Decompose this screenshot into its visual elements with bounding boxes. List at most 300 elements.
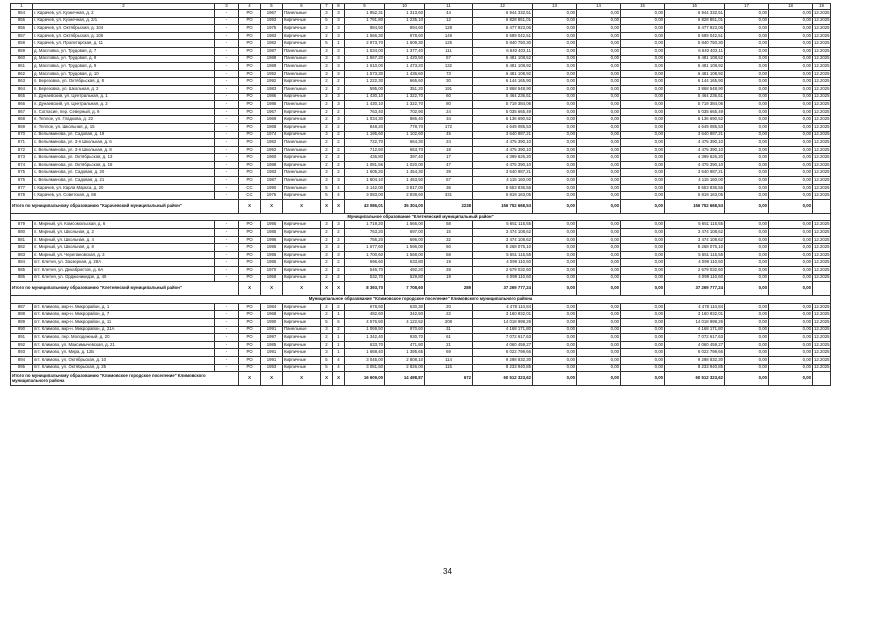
table-cell: 18 (425, 146, 473, 154)
table-cell: 0,00 (577, 85, 621, 93)
table-cell: 1 420,50 (385, 55, 425, 63)
table-cell: 858 (11, 40, 33, 48)
section-title: Муниципальное образование "Клетнянский муниципальный район" (11, 213, 831, 221)
table-cell: 0,00 (577, 17, 621, 25)
table-cell: 32 (425, 236, 473, 244)
table-cell: 12.2025 (813, 10, 831, 18)
table-cell: 0,00 (769, 192, 813, 200)
table-cell: с. Вельяминова, ул. 3-я Школьная, д. 6 (33, 139, 215, 147)
table-cell: - (215, 10, 239, 18)
table-cell: 0,00 (577, 236, 621, 244)
table-cell: 1 322,70 (385, 101, 425, 109)
table-cell: 1996 (261, 236, 283, 244)
table-row (11, 303, 831, 311)
table-cell: 878 (11, 192, 33, 200)
table-cell: 0,00 (621, 192, 665, 200)
table-cell: Кирпичные (283, 154, 321, 162)
table-cell: 0,00 (725, 236, 769, 244)
table-cell: 2 (321, 139, 333, 147)
total-cell: 156 752 668,53 (665, 199, 725, 213)
table-cell: 0,00 (725, 349, 769, 357)
column-number-cell: 14 (577, 4, 621, 10)
table-cell: 0,00 (621, 251, 665, 259)
table-cell: 4 (333, 364, 345, 372)
table-cell: 722,70 (345, 139, 385, 147)
table-row (11, 40, 831, 48)
table-cell: 0,00 (725, 364, 769, 372)
table-cell: 0,00 (621, 326, 665, 334)
table-cell: 1976 (261, 192, 283, 200)
table-cell: 2 (321, 154, 333, 162)
table-cell: 0,00 (769, 63, 813, 71)
table-cell: 1967 (261, 108, 283, 116)
table-cell: 0,00 (621, 169, 665, 177)
table-cell: 0,00 (577, 154, 621, 162)
table-cell: - (215, 364, 239, 372)
table-cell: 0,00 (769, 251, 813, 259)
table-cell: 1 566,30 (345, 32, 385, 40)
table-cell: 884 (11, 259, 33, 267)
register-sheet (10, 3, 830, 386)
table-cell: 0,00 (621, 221, 665, 229)
table-cell: 8 653 836,56 (665, 184, 725, 192)
table-cell: 0,00 (621, 123, 665, 131)
table-cell: 0,00 (533, 251, 577, 259)
table-cell: 4 115 160,00 (665, 177, 725, 185)
table-row (11, 236, 831, 244)
total-cell: 0,00 (769, 282, 813, 296)
table-cell: 0,00 (769, 17, 813, 25)
table-cell: 5 651 115,55 (665, 251, 725, 259)
housing-register-table (10, 3, 831, 386)
total-cell: 0,00 (621, 199, 665, 213)
table-cell: 1 604,10 (345, 177, 385, 185)
table-cell: 45 (425, 131, 473, 139)
column-number-cell: 16 (665, 4, 725, 10)
table-cell: 2 (333, 85, 345, 93)
table-cell: 471,80 (385, 341, 425, 349)
table-cell: 0,00 (769, 326, 813, 334)
table-cell: 3 (333, 177, 345, 185)
table-cell: 0,00 (577, 267, 621, 275)
table-cell: 2 579 032,60 (473, 267, 533, 275)
table-row (11, 17, 831, 25)
table-cell: 0,00 (577, 364, 621, 372)
table-cell: 2 (333, 274, 345, 282)
table-cell: - (215, 334, 239, 342)
table-cell: д. Масловка, ул. Трудовая, д. 9 (33, 63, 215, 71)
table-cell: 4 (333, 192, 345, 200)
table-cell: 12.2025 (813, 236, 831, 244)
table-cell: 0,00 (725, 326, 769, 334)
table-cell: РО (239, 78, 261, 86)
table-cell: РО (239, 236, 261, 244)
column-number-cell: 17 (725, 4, 769, 10)
table-cell: 1 430,10 (345, 93, 385, 101)
table-cell: РО (239, 341, 261, 349)
table-row (11, 139, 831, 147)
table-cell: 895 (11, 364, 33, 372)
table-cell: 12.2025 (813, 93, 831, 101)
table-cell: 12.2025 (813, 259, 831, 267)
table-cell: 2 (333, 108, 345, 116)
table-cell: 4 122,52 (385, 318, 425, 326)
table-cell: 5 035 665,49 (665, 108, 725, 116)
table-cell: РО (239, 70, 261, 78)
table-cell: 15 (425, 229, 473, 237)
table-cell: 1 081,56 (345, 161, 385, 169)
table-cell: 0,00 (577, 221, 621, 229)
table-cell: 856 (11, 25, 33, 33)
table-row (11, 63, 831, 71)
table-cell: - (215, 131, 239, 139)
table-row (11, 326, 831, 334)
column-number-cell: 5 (261, 4, 283, 10)
table-cell: 5 (321, 356, 333, 364)
table-cell: пгт. Клетня, ул. Заозерная, д. 28А (33, 259, 215, 267)
table-cell: 6 477 923,06 (665, 25, 725, 33)
table-cell: 546,70 (345, 267, 385, 275)
table-cell: 0,00 (725, 221, 769, 229)
table-cell: 0,00 (621, 356, 665, 364)
table-cell: 1983 (261, 85, 283, 93)
table-cell: Панельные (283, 63, 321, 71)
table-cell: 1 430,10 (345, 101, 385, 109)
table-cell: 6 828 851,01 (473, 17, 533, 25)
table-cell: 4 099 110,60 (473, 274, 533, 282)
table-cell: 1983 (261, 169, 283, 177)
table-row (11, 10, 831, 18)
column-number-cell: 11 (425, 4, 473, 10)
total-cell: 37 269 777,24 (473, 282, 533, 296)
table-cell: 2 (321, 93, 333, 101)
column-number-cell: 8 (333, 4, 345, 10)
table-cell: РО (239, 303, 261, 311)
table-cell: 5 464 236,51 (665, 93, 725, 101)
table-cell: 12.2025 (813, 229, 831, 237)
table-cell: Кирпичные (283, 356, 321, 364)
table-cell: 3 (321, 47, 333, 55)
total-cell: X (239, 282, 261, 296)
table-cell: 5 (321, 192, 333, 200)
table-cell: 1967 (261, 10, 283, 18)
table-cell: п. Березовка, ул. Октябрьская, д. 8 (33, 78, 215, 86)
table-cell: 1 069,50 (345, 326, 385, 334)
table-row (11, 364, 831, 372)
table-cell: 3 (321, 63, 333, 71)
table-cell: 763,40 (345, 108, 385, 116)
table-cell: 0,00 (621, 318, 665, 326)
table-cell: 0,00 (577, 177, 621, 185)
table-cell: - (215, 356, 239, 364)
table-cell: 8 653 836,56 (473, 184, 533, 192)
table-cell: Кирпичные (283, 108, 321, 116)
table-cell: 5 689 042,51 (473, 32, 533, 40)
table-cell: РО (239, 40, 261, 48)
table-cell: 3 474 108,62 (473, 236, 533, 244)
column-number-cell: 12 (473, 4, 533, 10)
table-cell: 1991 (261, 349, 283, 357)
table-cell: 6 022 799,66 (665, 349, 725, 357)
table-cell: 0,00 (725, 161, 769, 169)
table-cell: РО (239, 154, 261, 162)
table-cell: 1995 (261, 251, 283, 259)
table-cell: Кирпичные (283, 131, 321, 139)
table-cell: 12.2025 (813, 146, 831, 154)
table-cell: п. Мирный, ул. Школьная, д. 2 (33, 229, 215, 237)
table-cell: 880 (11, 229, 33, 237)
table-row (11, 177, 831, 185)
table-cell: 0,00 (725, 85, 769, 93)
table-cell: 60 (425, 244, 473, 252)
table-cell: Панельные (283, 47, 321, 55)
table-cell: 0,00 (533, 47, 577, 55)
table-cell: пгт. Климово, ул. Максимычевская, д. 21 (33, 341, 215, 349)
table-cell: РО (239, 169, 261, 177)
table-cell: 702,90 (385, 108, 425, 116)
table-cell: 0,00 (725, 244, 769, 252)
table-cell: 1958 (261, 274, 283, 282)
table-cell: 0,00 (577, 318, 621, 326)
table-cell: 0,00 (621, 108, 665, 116)
table-cell: 0,00 (769, 47, 813, 55)
table-cell: 889 (11, 318, 33, 326)
table-cell: 0,00 (533, 184, 577, 192)
table-cell: 0,00 (577, 229, 621, 237)
table-row (11, 154, 831, 162)
table-cell: Панельные (283, 184, 321, 192)
table-cell: 1985 (261, 229, 283, 237)
table-cell: 0,00 (621, 32, 665, 40)
table-cell: Кирпичные (283, 349, 321, 357)
table-cell: 0,00 (533, 177, 577, 185)
table-cell: 0,00 (769, 161, 813, 169)
table-cell: 665,60 (385, 78, 425, 86)
table-cell: 3 (321, 177, 333, 185)
table-cell: 4 649 085,53 (473, 123, 533, 131)
table-cell: Кирпичные (283, 341, 321, 349)
table-cell: 0,00 (725, 356, 769, 364)
total-label: Итого по муниципальному образованию "Клетнянский муниципальный район" (11, 282, 239, 296)
table-cell: 5 464 236,51 (473, 93, 533, 101)
table-cell: 208 (425, 318, 473, 326)
table-cell: 2 (321, 32, 333, 40)
table-cell: 0,00 (621, 349, 665, 357)
table-cell: 633,70 (345, 341, 385, 349)
table-cell: РО (239, 55, 261, 63)
table-cell: 4 475 390,10 (665, 146, 725, 154)
table-cell: - (215, 40, 239, 48)
table-cell: - (215, 93, 239, 101)
table-cell: 4 115 160,00 (473, 177, 533, 185)
total-cell: 672 (425, 372, 473, 386)
table-cell: 1 534,00 (345, 47, 385, 55)
table-cell: Кирпичные (283, 244, 321, 252)
table-cell: РО (239, 93, 261, 101)
table-cell: 12.2025 (813, 251, 831, 259)
table-cell: 0,00 (769, 146, 813, 154)
table-cell: 0,00 (621, 259, 665, 267)
table-cell: 3 (321, 70, 333, 78)
column-number-cell: 18 (769, 4, 813, 10)
table-cell: 0,00 (725, 139, 769, 147)
table-cell: 30 (425, 78, 473, 86)
total-cell: X (283, 199, 321, 213)
table-cell: СС (239, 192, 261, 200)
table-cell: РО (239, 131, 261, 139)
table-cell: 0,00 (621, 70, 665, 78)
table-cell: - (215, 259, 239, 267)
table-cell: пгт. Климово, ул. Мира, д. 12Б (33, 349, 215, 357)
table-cell: 0,00 (533, 274, 577, 282)
table-cell: 2 (333, 169, 345, 177)
table-cell: 1 596,00 (385, 244, 425, 252)
table-cell: 5 689 042,51 (665, 32, 725, 40)
table-cell: 0,00 (533, 326, 577, 334)
table-row (11, 85, 831, 93)
table-cell: 871 (11, 139, 33, 147)
table-cell: Панельные (283, 177, 321, 185)
table-cell: 1986 (261, 101, 283, 109)
total-cell: 0,00 (725, 372, 769, 386)
table-cell: 3 (321, 244, 333, 252)
table-cell: 0,00 (621, 146, 665, 154)
table-cell: 1 568,00 (385, 251, 425, 259)
total-cell: X (283, 372, 321, 386)
table-row (11, 349, 831, 357)
table-cell: 0,00 (621, 17, 665, 25)
table-cell: Панельные (283, 70, 321, 78)
table-cell: - (215, 318, 239, 326)
table-cell: 0,00 (725, 274, 769, 282)
table-cell: - (215, 47, 239, 55)
table-cell: Кирпичные (283, 364, 321, 372)
table-cell: 1 195,60 (345, 131, 385, 139)
table-cell: РО (239, 123, 261, 131)
table-cell: 0,00 (577, 274, 621, 282)
table-cell: 6 144 165,90 (665, 78, 725, 86)
table-cell: 1995 (261, 244, 283, 252)
table-cell: 870 (11, 131, 33, 139)
table-cell: 0,00 (769, 70, 813, 78)
table-cell: - (215, 25, 239, 33)
table-cell: 1991 (261, 326, 283, 334)
column-number-cell: 6 (283, 4, 321, 10)
table-cell: 0,00 (577, 251, 621, 259)
table-cell: 0,00 (769, 32, 813, 40)
table-cell: 12.2025 (813, 311, 831, 319)
table-cell: 2 (333, 326, 345, 334)
table-cell: Кирпичные (283, 221, 321, 229)
table-cell: 0,00 (725, 32, 769, 40)
total-cell: 35 304,00 (385, 199, 425, 213)
table-cell: 0,00 (621, 78, 665, 86)
table-cell: 128 (425, 25, 473, 33)
table-cell: 892 (11, 341, 33, 349)
table-cell: 1990 (261, 184, 283, 192)
table-cell: 886 (11, 274, 33, 282)
table-cell: 4 168 171,80 (473, 326, 533, 334)
table-row (11, 169, 831, 177)
table-cell: 1 610,00 (345, 63, 385, 71)
table-cell: Кирпичные (283, 93, 321, 101)
total-cell: 0,00 (577, 199, 621, 213)
table-cell: с. Вельяминова, ул. Садовая, д. 19 (33, 131, 215, 139)
table-cell: 0,00 (621, 139, 665, 147)
table-row (11, 131, 831, 139)
table-cell: 0,00 (533, 259, 577, 267)
table-cell: 883 (11, 251, 33, 259)
table-cell: 0,00 (769, 40, 813, 48)
table-cell: Кирпичные (283, 236, 321, 244)
table-cell: 2 (321, 108, 333, 116)
table-cell: с. Вельяминова, ул. Садовая, д. 20 (33, 169, 215, 177)
table-cell: 14 018 999,26 (665, 318, 725, 326)
table-cell: 3 (321, 251, 333, 259)
table-cell: 0,00 (725, 146, 769, 154)
table-cell: РО (239, 177, 261, 185)
table-cell: 2 (321, 78, 333, 86)
table-cell: 0,00 (533, 85, 577, 93)
table-cell: 0,00 (621, 55, 665, 63)
total-cell: X (333, 199, 345, 213)
table-cell: 2 (333, 244, 345, 252)
table-cell: 2 (321, 303, 333, 311)
table-cell: 4 (333, 356, 345, 364)
table-cell: 633,80 (385, 259, 425, 267)
table-cell: 482,60 (345, 311, 385, 319)
table-cell: 0,00 (725, 70, 769, 78)
table-cell: 984,50 (345, 25, 385, 33)
table-cell: 0,00 (533, 55, 577, 63)
table-cell: - (215, 116, 239, 124)
table-cell: пгт. Климово, мкр-н. Микрорайон, д. 11 (33, 318, 215, 326)
table-cell: 8 268 075,10 (665, 244, 725, 252)
table-cell: 860 (11, 55, 33, 63)
table-cell: 2 (321, 123, 333, 131)
table-cell: 893 (11, 349, 33, 357)
table-cell: 0,00 (533, 116, 577, 124)
table-cell: 3 081,50 (345, 364, 385, 372)
table-cell: 114 (425, 356, 473, 364)
total-cell: 0,00 (533, 282, 577, 296)
table-cell: 5 (321, 17, 333, 25)
table-cell: 125 (425, 40, 473, 48)
table-cell: 3 640 987,21 (665, 169, 725, 177)
table-cell: 532,70 (345, 274, 385, 282)
table-cell: 3 (333, 55, 345, 63)
table-cell: 20 (425, 303, 473, 311)
total-cell (813, 282, 831, 296)
table-cell: СС (239, 184, 261, 192)
table-cell: 111 (425, 47, 473, 55)
table-cell: 0,00 (533, 169, 577, 177)
table-cell: 191 (425, 85, 473, 93)
table-cell: 0,00 (533, 192, 577, 200)
table-cell: 12.2025 (813, 17, 831, 25)
table-cell: Кирпичные (283, 161, 321, 169)
table-cell: 0,00 (769, 93, 813, 101)
table-cell: 0,00 (577, 139, 621, 147)
table-cell: 2 808,10 (385, 356, 425, 364)
table-cell: 0,00 (725, 101, 769, 109)
total-cell: 7 708,60 (385, 282, 425, 296)
table-cell: 1983 (261, 32, 283, 40)
table-cell: 978,60 (385, 32, 425, 40)
table-cell: д. Масловка, ул. Трудовая, д. 10 (33, 70, 215, 78)
table-cell: - (215, 184, 239, 192)
column-number-cell: 13 (533, 4, 577, 10)
